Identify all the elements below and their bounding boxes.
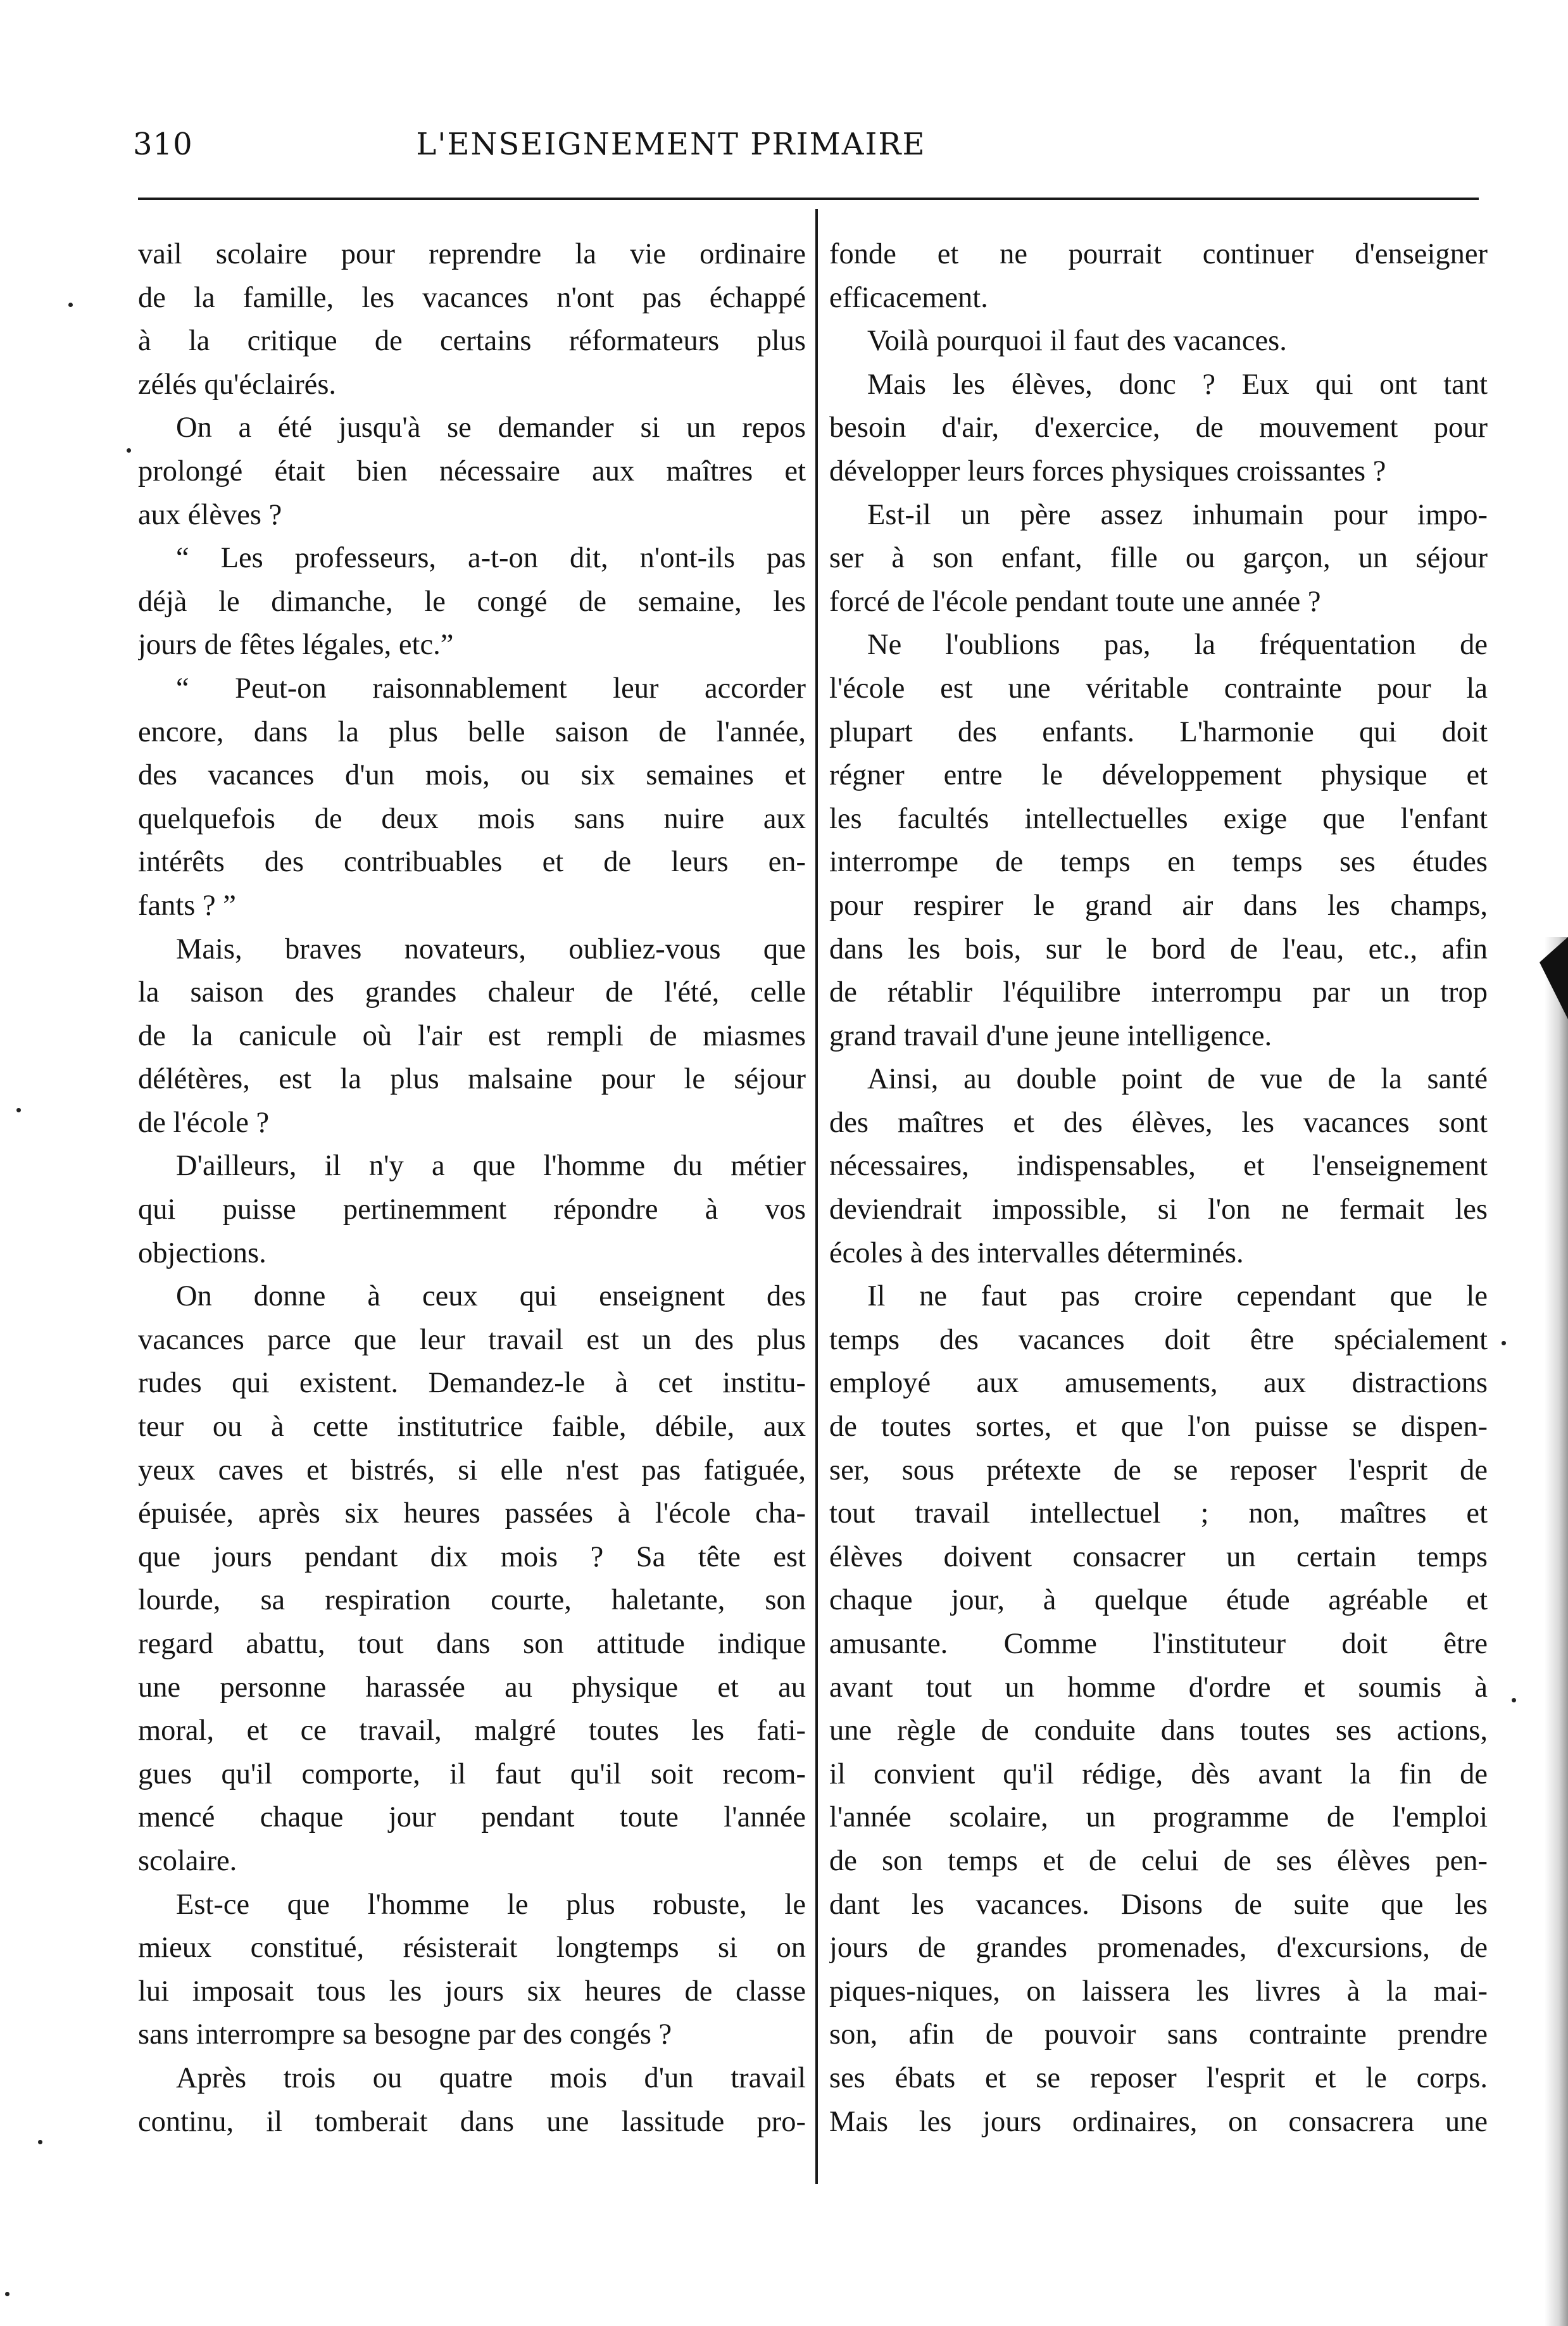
left-column-line: jours de fêtes légales, etc.” <box>138 629 454 662</box>
right-column-line: piques-niques, on laissera les livres à la mai- <box>829 1975 1488 2008</box>
right-column-line: interrompe de temps en temps ses études <box>829 846 1488 879</box>
left-column-line: On donne à ceux qui enseignent des <box>176 1280 806 1313</box>
page-number: 310 <box>133 127 193 162</box>
right-column-line: amusante. Comme l'instituteur doit être <box>829 1628 1488 1660</box>
left-column-line: intérêts des contribuables et de leurs en- <box>138 846 806 879</box>
left-column-line: épuisée, après six heures passées à l'école cha- <box>138 1497 806 1530</box>
right-column-line: il convient qu'il rédige, dès avant la fin de <box>829 1757 1488 1790</box>
right-column-line: temps des vacances doit être spécialement <box>829 1323 1488 1356</box>
left-column-line: objections. <box>138 1236 267 1269</box>
right-column-line: de toutes sortes, et que l'on puisse se dispen- <box>829 1411 1488 1443</box>
left-column-line: rudes qui existent. Demandez-le à cet institu- <box>138 1367 806 1400</box>
left-column-line: que jours pendant dix mois ? Sa tête est <box>138 1540 806 1573</box>
left-column-line: zélés qu'éclairés. <box>138 368 337 401</box>
right-column-line: une règle de conduite dans toutes ses actions, <box>829 1714 1488 1747</box>
right-column-line: ser, sous prétexte de se reposer l'esprit de <box>829 1454 1488 1487</box>
right-column-line: écoles à des intervalles déterminés. <box>829 1236 1244 1269</box>
right-column-line: dant les vacances. Disons de suite que les <box>829 1888 1488 1921</box>
right-column-line: fonde et ne pourrait continuer d'enseigner <box>829 238 1488 270</box>
margin-speck <box>68 303 73 307</box>
right-column-line: Mais les jours ordinaires, on consacrera une <box>829 2105 1488 2138</box>
margin-speck <box>1502 1341 1506 1345</box>
left-column-line: de la famille, les vacances n'ont pas échappé <box>138 281 806 314</box>
column-divider <box>815 209 818 2184</box>
left-column-line: On a été jusqu'à se demander si un repos <box>176 412 806 444</box>
left-column-line: Est-ce que l'homme le plus robuste, le <box>176 1888 806 1921</box>
left-column-line: de la canicule où l'air est rempli de miasmes <box>138 1019 806 1052</box>
left-column <box>138 233 806 2144</box>
right-column-line: efficacement. <box>829 281 988 314</box>
left-column-line: qui puisse pertinemment répondre à vos <box>138 1193 806 1226</box>
left-column-line: fants ? ” <box>138 889 236 922</box>
left-column-line: scolaire. <box>138 1844 237 1877</box>
left-column-line: D'ailleurs, il n'y a que l'homme du métier <box>176 1150 806 1183</box>
right-column-line: employé aux amusements, aux distractions <box>829 1367 1488 1400</box>
right-column-line: deviendrait impossible, si l'on ne fermait les <box>829 1193 1488 1226</box>
left-column-line: Après trois ou quatre mois d'un travail <box>176 2061 806 2094</box>
margin-speck <box>16 1108 21 1112</box>
page-edge-shadow <box>1545 937 1568 2326</box>
right-column-line: dans les bois, sur le bord de l'eau, etc., afin <box>829 933 1488 965</box>
page-edge-notch <box>1540 937 1568 1019</box>
right-column-line: développer leurs forces physiques croissantes ? <box>829 455 1386 487</box>
right-column-line: Ainsi, au double point de vue de la santé <box>867 1063 1488 1096</box>
left-column-line: des vacances d'un mois, ou six semaines et <box>138 759 806 792</box>
right-column-line: grand travail d'une jeune intelligence. <box>829 1019 1272 1052</box>
right-column-line: nécessaires, indispensables, et l'enseignement <box>829 1150 1488 1183</box>
left-column-line: “ Les professeurs, a-t-on dit, n'ont-ils pas <box>176 542 806 575</box>
right-column-line: besoin d'air, d'exercice, de mouvement pour <box>829 412 1488 444</box>
right-column-line: les facultés intellectuelles exige que l'enfant <box>829 802 1488 835</box>
left-column-line: mencé chaque jour pendant toute l'année <box>138 1801 806 1834</box>
right-column-line: Ne l'oublions pas, la fréquentation de <box>867 629 1488 662</box>
left-column-line: gues qu'il comporte, il faut qu'il soit recom- <box>138 1757 806 1790</box>
left-column-line: quelquefois de deux mois sans nuire aux <box>138 802 806 835</box>
right-column-line: élèves doivent consacrer un certain temps <box>829 1540 1488 1573</box>
left-column-line: Mais, braves novateurs, oubliez-vous que <box>176 933 806 965</box>
right-column-line: son, afin de pouvoir sans contrainte prendre <box>829 2018 1488 2051</box>
left-column-line: yeux caves et bistrés, si elle n'est pas fatiguée, <box>138 1454 806 1487</box>
left-column-line: teur ou à cette institutrice faible, débile, aux <box>138 1411 806 1443</box>
right-column-line: des maîtres et des élèves, les vacances sont <box>829 1106 1488 1139</box>
left-column-line: “ Peut-on raisonnablement leur accorder <box>176 672 806 705</box>
left-column-line: continu, il tomberait dans une lassitude pro- <box>138 2105 806 2138</box>
left-column-line: vail scolaire pour reprendre la vie ordinaire <box>138 238 806 270</box>
right-column-line: Il ne faut pas croire cependant que le <box>867 1280 1488 1313</box>
left-column-line: de l'école ? <box>138 1106 270 1139</box>
right-column-line: Mais les élèves, donc ? Eux qui ont tant <box>867 368 1488 401</box>
right-column-line: avant tout un homme d'ordre et soumis à <box>829 1671 1488 1704</box>
left-column-line: vacances parce que leur travail est un des plus <box>138 1323 806 1356</box>
right-column-line: plupart des enfants. L'harmonie qui doit <box>829 715 1488 748</box>
left-column-line: regard abattu, tout dans son attitude indique <box>138 1628 806 1660</box>
right-column-line: ser à son enfant, fille ou garçon, un séjour <box>829 542 1488 575</box>
margin-speck <box>127 448 131 453</box>
right-column-line: Voilà pourquoi il faut des vacances. <box>867 325 1287 358</box>
left-column-line: déjà le dimanche, le congé de semaine, les <box>138 585 806 618</box>
left-column-line: prolongé était bien nécessaire aux maîtres et <box>138 455 806 487</box>
right-column <box>829 233 1488 2144</box>
left-column-line: à la critique de certains réformateurs plus <box>138 325 806 358</box>
margin-speck <box>1512 1698 1516 1702</box>
page-header <box>133 127 1481 171</box>
right-column-line: Est-il un père assez inhumain pour impo- <box>867 498 1488 531</box>
right-column-line: ses ébats et se reposer l'esprit et le corps. <box>829 2061 1488 2094</box>
left-column-line: encore, dans la plus belle saison de l'année, <box>138 715 806 748</box>
margin-speck <box>38 2140 42 2144</box>
right-column-line: jours de grandes promenades, d'excursions, de <box>829 1932 1488 1965</box>
right-column-line: chaque jour, à quelque étude agréable et <box>829 1584 1488 1617</box>
right-column-line: de son temps et de celui de ses élèves pen- <box>829 1844 1488 1877</box>
right-column-line: de rétablir l'équilibre interrompu par un trop <box>829 976 1488 1009</box>
left-column-line: aux élèves ? <box>138 498 282 531</box>
left-column-line: lourde, sa respiration courte, haletante, son <box>138 1584 806 1617</box>
left-column-line: sans interrompre sa besogne par des congés ? <box>138 2018 672 2051</box>
header-rule <box>138 198 1479 200</box>
right-column-line: régner entre le développement physique et <box>829 759 1488 792</box>
left-column-line: moral, et ce travail, malgré toutes les fati- <box>138 1714 806 1747</box>
right-column-line: tout travail intellectuel ; non, maîtres et <box>829 1497 1488 1530</box>
left-column-line: mieux constitué, résisterait longtemps si on <box>138 1932 806 1965</box>
left-column-line: délétères, est la plus malsaine pour le séjour <box>138 1063 806 1096</box>
right-column-line: l'école est une véritable contrainte pour la <box>829 672 1488 705</box>
right-column-line: l'année scolaire, un programme de l'emploi <box>829 1801 1488 1834</box>
right-column-line: forcé de l'école pendant toute une année ? <box>829 585 1321 618</box>
left-column-line: une personne harassée au physique et au <box>138 1671 806 1704</box>
left-column-line: la saison des grandes chaleur de l'été, celle <box>138 976 806 1009</box>
margin-speck <box>5 2292 9 2296</box>
left-column-line: lui imposait tous les jours six heures de classe <box>138 1975 806 2008</box>
running-head: L'ENSEIGNEMENT PRIMAIRE <box>416 127 926 162</box>
right-column-line: pour respirer le grand air dans les champs, <box>829 889 1488 922</box>
